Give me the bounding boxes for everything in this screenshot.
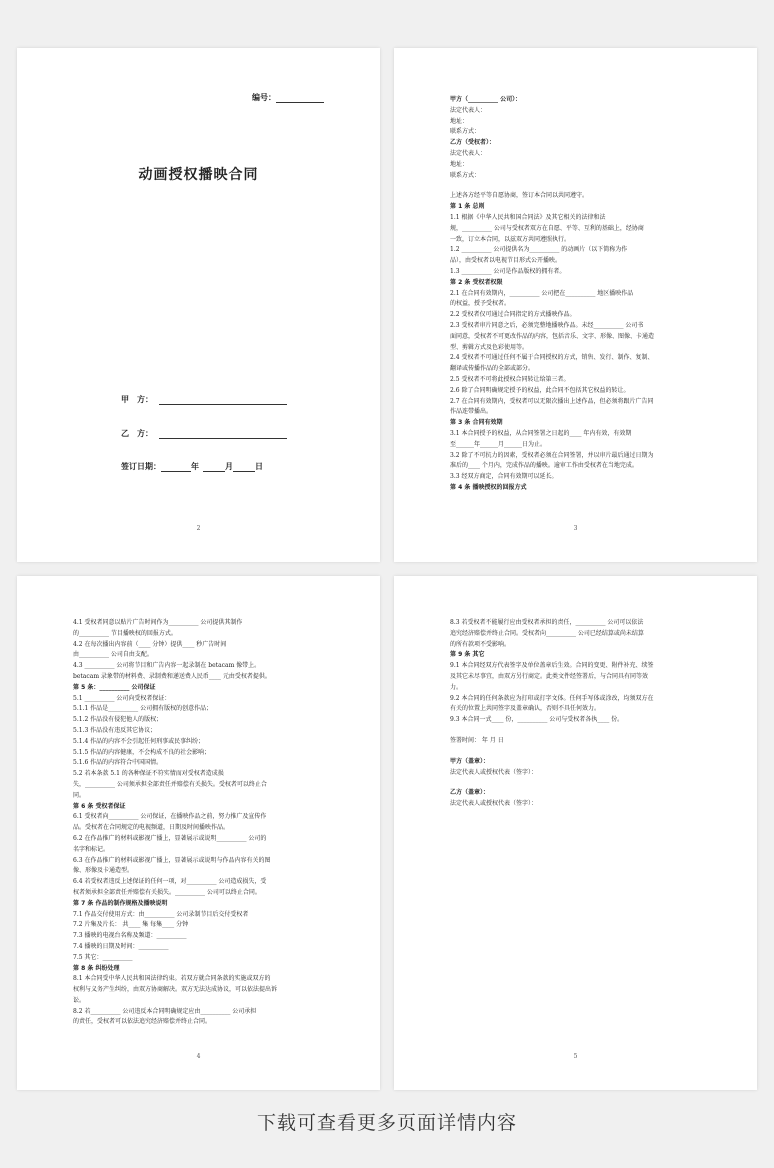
text-line: 5.1.6 作品的内容符合中国国情。 — [73, 759, 163, 767]
text-line: 权者须承担全部责任并赔偿有关损失。__________ 公司可以终止合同。 — [73, 888, 261, 896]
text-line: 2.2 受权者仅可通过合同指定的方式播映作品。 — [450, 311, 576, 319]
text-line: 签署时间： 年 月 日 — [450, 736, 504, 744]
text-line: 翻译或传播作品的全部或部分。 — [450, 365, 535, 373]
section-heading: 第 1 条 总则 — [450, 203, 485, 211]
section-heading: 第 7 条 作品的制作规格及播映说明 — [73, 899, 168, 907]
text-line: 6.2 在作品推广的材料或影视广播上，显著展示或说明__________ 公司的 — [73, 834, 267, 842]
section-heading: 第 9 条 其它 — [450, 651, 485, 659]
page-4 — [17, 576, 380, 1090]
spacer — [450, 181, 707, 191]
text-line: 7.2 片集及片长： 共____ 集 每集____ 分钟 — [73, 921, 189, 929]
month-blank — [203, 464, 225, 472]
text-line: 2.3 受权者审片同意之后，必须完整地播映作品。未经__________ 公司书 — [450, 321, 644, 329]
text-line: 7.1 作品交付使用方式：由__________ 公司录制节目后交付受权者 — [73, 910, 249, 918]
party-a-field — [121, 394, 287, 405]
text-line: 8.3 若受权者不能履行应由受权者承担的责任，__________ 公司可以依法 — [450, 619, 644, 626]
text-line: 同。 — [73, 791, 86, 799]
text-line: 力。 — [450, 683, 463, 691]
text-line: 3.2 除了不可抗力的因素，受权者必须在合同签署，并以审片最后通过日期为 — [450, 451, 654, 459]
section-heading: 第 2 条 受权者权限 — [450, 278, 503, 286]
party-b-blank — [159, 430, 287, 439]
page-number: 4 — [196, 1053, 201, 1060]
text-line: 联系方式： — [450, 171, 481, 179]
text-line: 法定代表人或授权代表（签字）： — [450, 800, 538, 808]
text-line: 1.1 根据《中华人民共和国合同法》及其它相关的法律和法 — [450, 213, 606, 221]
text-line: 8.1 本合同受中华人民共和国法律约束。若双方就合同条款的实施或双方的 — [73, 975, 271, 983]
text-line: 面同意，受权者不可更改作品的内容，包括音乐、文字、形像、图像、卡通造 — [450, 332, 655, 340]
year-blank — [161, 464, 191, 472]
month-label: 月 — [225, 462, 233, 471]
spacer — [450, 778, 707, 788]
section-heading: 第 8 条 纠纷处理 — [73, 964, 120, 972]
text-line: 7.5 其它：__________ — [73, 953, 133, 961]
text-line: 2.6 除了合同明确规定授予的权益，此合同不包括其它权益的转让。 — [450, 386, 630, 394]
text-line: 的责任，受权者可以依法追究经济赔偿并终止合同。 — [73, 1018, 212, 1026]
text-line: 2.5 受权者不可将此授权合同转让给第三者。 — [450, 375, 570, 383]
page-number: 5 — [573, 1053, 578, 1060]
sign-date-field — [121, 461, 263, 472]
text-line: 规，__________ 公司与受权者双方在自愿、平等、互利的基础上，经协商 — [450, 224, 644, 232]
text-line: 地址： — [450, 160, 469, 168]
year-label: 年 — [191, 462, 199, 471]
text-line: 4.2 在每次播出内容前（____ 分钟）提供____ 秒广告时间 — [73, 640, 227, 648]
text-line: 像、形像及卡通造型。 — [73, 867, 134, 875]
spacer — [450, 747, 707, 757]
document-title: 动画授权播映合同 — [138, 167, 259, 183]
text-line: 5.1.1 作品是__________ 公司拥有版权的创意作品； — [73, 705, 213, 713]
text-line: 型、剪辑方式及色彩使用等。 — [450, 343, 529, 351]
section-heading: 乙方（盖章）： — [450, 789, 490, 797]
section-heading: 甲方（盖章）： — [450, 757, 490, 765]
text-line: 5.1.4 作品的内容不会引起任何刑事或民事纠纷； — [73, 737, 205, 745]
section-heading: 第 6 条 受权者保证 — [73, 802, 126, 810]
text-line: betacam 录象带的材料费、录制费和递送费人民币____ 元由受权者提供。 — [73, 672, 271, 680]
text-line: 2.4 受权者不可通过任何不属于合同授权的方式，销售、发行、制作、复制、 — [450, 354, 654, 362]
party-b-label: 乙 方： — [121, 429, 153, 438]
page-5-text — [450, 618, 707, 810]
text-line: 地址： — [450, 117, 469, 125]
section-heading: 第 5 条：__________ 公司保证 — [73, 683, 156, 691]
text-line: 5.1.2 作品没有侵犯他人的版权； — [73, 716, 163, 724]
text-line: 上述各方经平等自愿协商，签订本合同以共同遵守。 — [450, 192, 589, 200]
text-line: 法定代表人或授权代表（签字）： — [450, 768, 538, 776]
text-line: 5.1 __________ 公司向受权者保证： — [73, 694, 171, 702]
section-heading: 第 3 条 合同有效期 — [450, 419, 503, 427]
text-line: 作品连带播出。 — [450, 408, 493, 416]
text-line: 6.4 若受权者违反上述保证的任何一项，对__________ 公司造成损失，受 — [73, 878, 267, 886]
text-line: 3.1 本合同授予的权益，从合同签署之日起的____ 年内有效，有效期 — [450, 429, 632, 437]
party-a-blank — [159, 396, 287, 405]
text-line: 4.3 __________ 公司将节目和广告内容一起录制在 betacam 像带上。 — [73, 662, 261, 670]
page-number: 3 — [573, 525, 578, 532]
page-4-text — [73, 618, 330, 1028]
text-line: 一致，订立本合同，以兹双方共同遵照执行。 — [450, 235, 571, 243]
text-line: 由__________ 公司自由支配。 — [73, 651, 153, 659]
page-3-text — [450, 95, 707, 494]
text-line: 1.2 __________ 公司提供名为__________ 的动画片（以下简称为作 — [450, 246, 628, 254]
contract-number-blank — [276, 95, 324, 103]
text-line: 5.1.3 作品没有违反其它协议； — [73, 726, 157, 734]
section-heading: 乙方（受权者）： — [450, 139, 496, 147]
text-line: 法定代表人： — [450, 149, 487, 157]
contract-number-label: 编号： — [252, 93, 276, 102]
text-line: 9.2 本合同的任何条款应为打印或打字文体。任何手写体或涂改，均须双方在 — [450, 694, 654, 702]
text-line: 讼。 — [73, 996, 86, 1004]
text-line: 联系方式： — [450, 128, 481, 136]
text-line: 8.2 若__________ 公司违反本合同明确规定应由__________ 公司承担 — [73, 1007, 257, 1015]
text-line: 权利与义务产生纠纷，由双方协商解决。双方无法达成协议，可以依法提出诉 — [73, 986, 278, 994]
page-number: 2 — [196, 525, 201, 532]
text-line: 6.3 在作品推广的材料或影视广播上，显著展示或说明与作品内容有关的图 — [73, 856, 271, 864]
text-line: 的权益，授予受权者。 — [450, 300, 511, 308]
text-line: 5.1.5 作品的内容健康，不会构成不良的社会影响； — [73, 748, 211, 756]
sign-date-label: 签订日期： — [121, 462, 161, 471]
text-line: 2.1 在合同有效期内，__________ 公司把在__________ 地区播映作品 — [450, 289, 634, 297]
section-heading: 甲方（__________ 公司）： — [450, 96, 522, 103]
text-line: 9.1 本合同经双方代表签字及单位盖章后生效。合同的变更、附件补充、续签 — [450, 662, 654, 670]
party-b-field — [121, 428, 287, 439]
text-line: 的所有款项不受影响。 — [450, 640, 511, 648]
text-line: 追究经济赔偿并终止合同。受权者向__________ 公司已经结算或尚未结算 — [450, 629, 644, 637]
text-line: 法定代表人： — [450, 106, 487, 114]
text-line: 及其它未尽事宜，由双方另行商定。此类文件经签署后，与合同具有同等效 — [450, 672, 649, 680]
page-cover — [17, 48, 380, 562]
text-line: 6.1 受权者向__________ 公司保证，在播映作品之前，努力推广及宣传作 — [73, 813, 267, 821]
page-3 — [394, 48, 757, 562]
text-line: 5.2 若本条款 5.1 的各种保证不符实情而对受权者造成损 — [73, 770, 224, 778]
text-line: 的__________ 节目播映权的回报方式。 — [73, 629, 177, 637]
day-blank — [233, 464, 255, 472]
text-line: 准后的____ 个月内，完成作品的播映。逾审工作由受权者在当地完成。 — [450, 462, 638, 470]
text-line: 4.1 受权者同意以贴片广告时间作为__________ 公司提供其制作 — [73, 619, 243, 626]
text-line: 品。受权者在合同规定的电视频道，日期及时间播映作品。 — [73, 824, 230, 832]
contract-number — [252, 92, 324, 103]
text-line: 9.3 本合同一式____ 份，__________ 公司与受权者各执____ 份。 — [450, 716, 624, 724]
text-line: 名字和标记。 — [73, 845, 110, 853]
text-line: 失，__________ 公司须承担全部责任并赔偿有关损失。受权者可以终止合 — [73, 780, 267, 788]
download-more-link[interactable]: 下载可查看更多页面详情内容 — [256, 1112, 517, 1134]
text-line: 7.3 播映的电视台名称及频道：__________ — [73, 932, 187, 940]
text-line: 3.3 经双方商定，合同有效期可以延长。 — [450, 473, 558, 481]
text-line: 有关的位置上共同签字及盖章确认，否则不具任何效力。 — [450, 705, 601, 713]
text-line: 7.4 播映的日期及时间：__________ — [73, 942, 169, 950]
spacer — [450, 726, 707, 736]
page-5 — [394, 576, 757, 1090]
text-line: 品），由受权者以电视节目形式公开播映。 — [450, 257, 562, 265]
text-line: 2.7 在合同有效期内，受权者可以无限次播出上述作品，但必须将跟片广告同 — [450, 397, 654, 405]
text-line: 至______年______月______日为止。 — [450, 440, 547, 448]
text-line: 1.3 __________ 公司是作品版权的拥有者。 — [450, 267, 566, 275]
section-heading: 第 4 条 播映授权的回报方式 — [450, 483, 527, 491]
party-a-label: 甲 方： — [121, 395, 153, 404]
day-label: 日 — [255, 462, 263, 471]
